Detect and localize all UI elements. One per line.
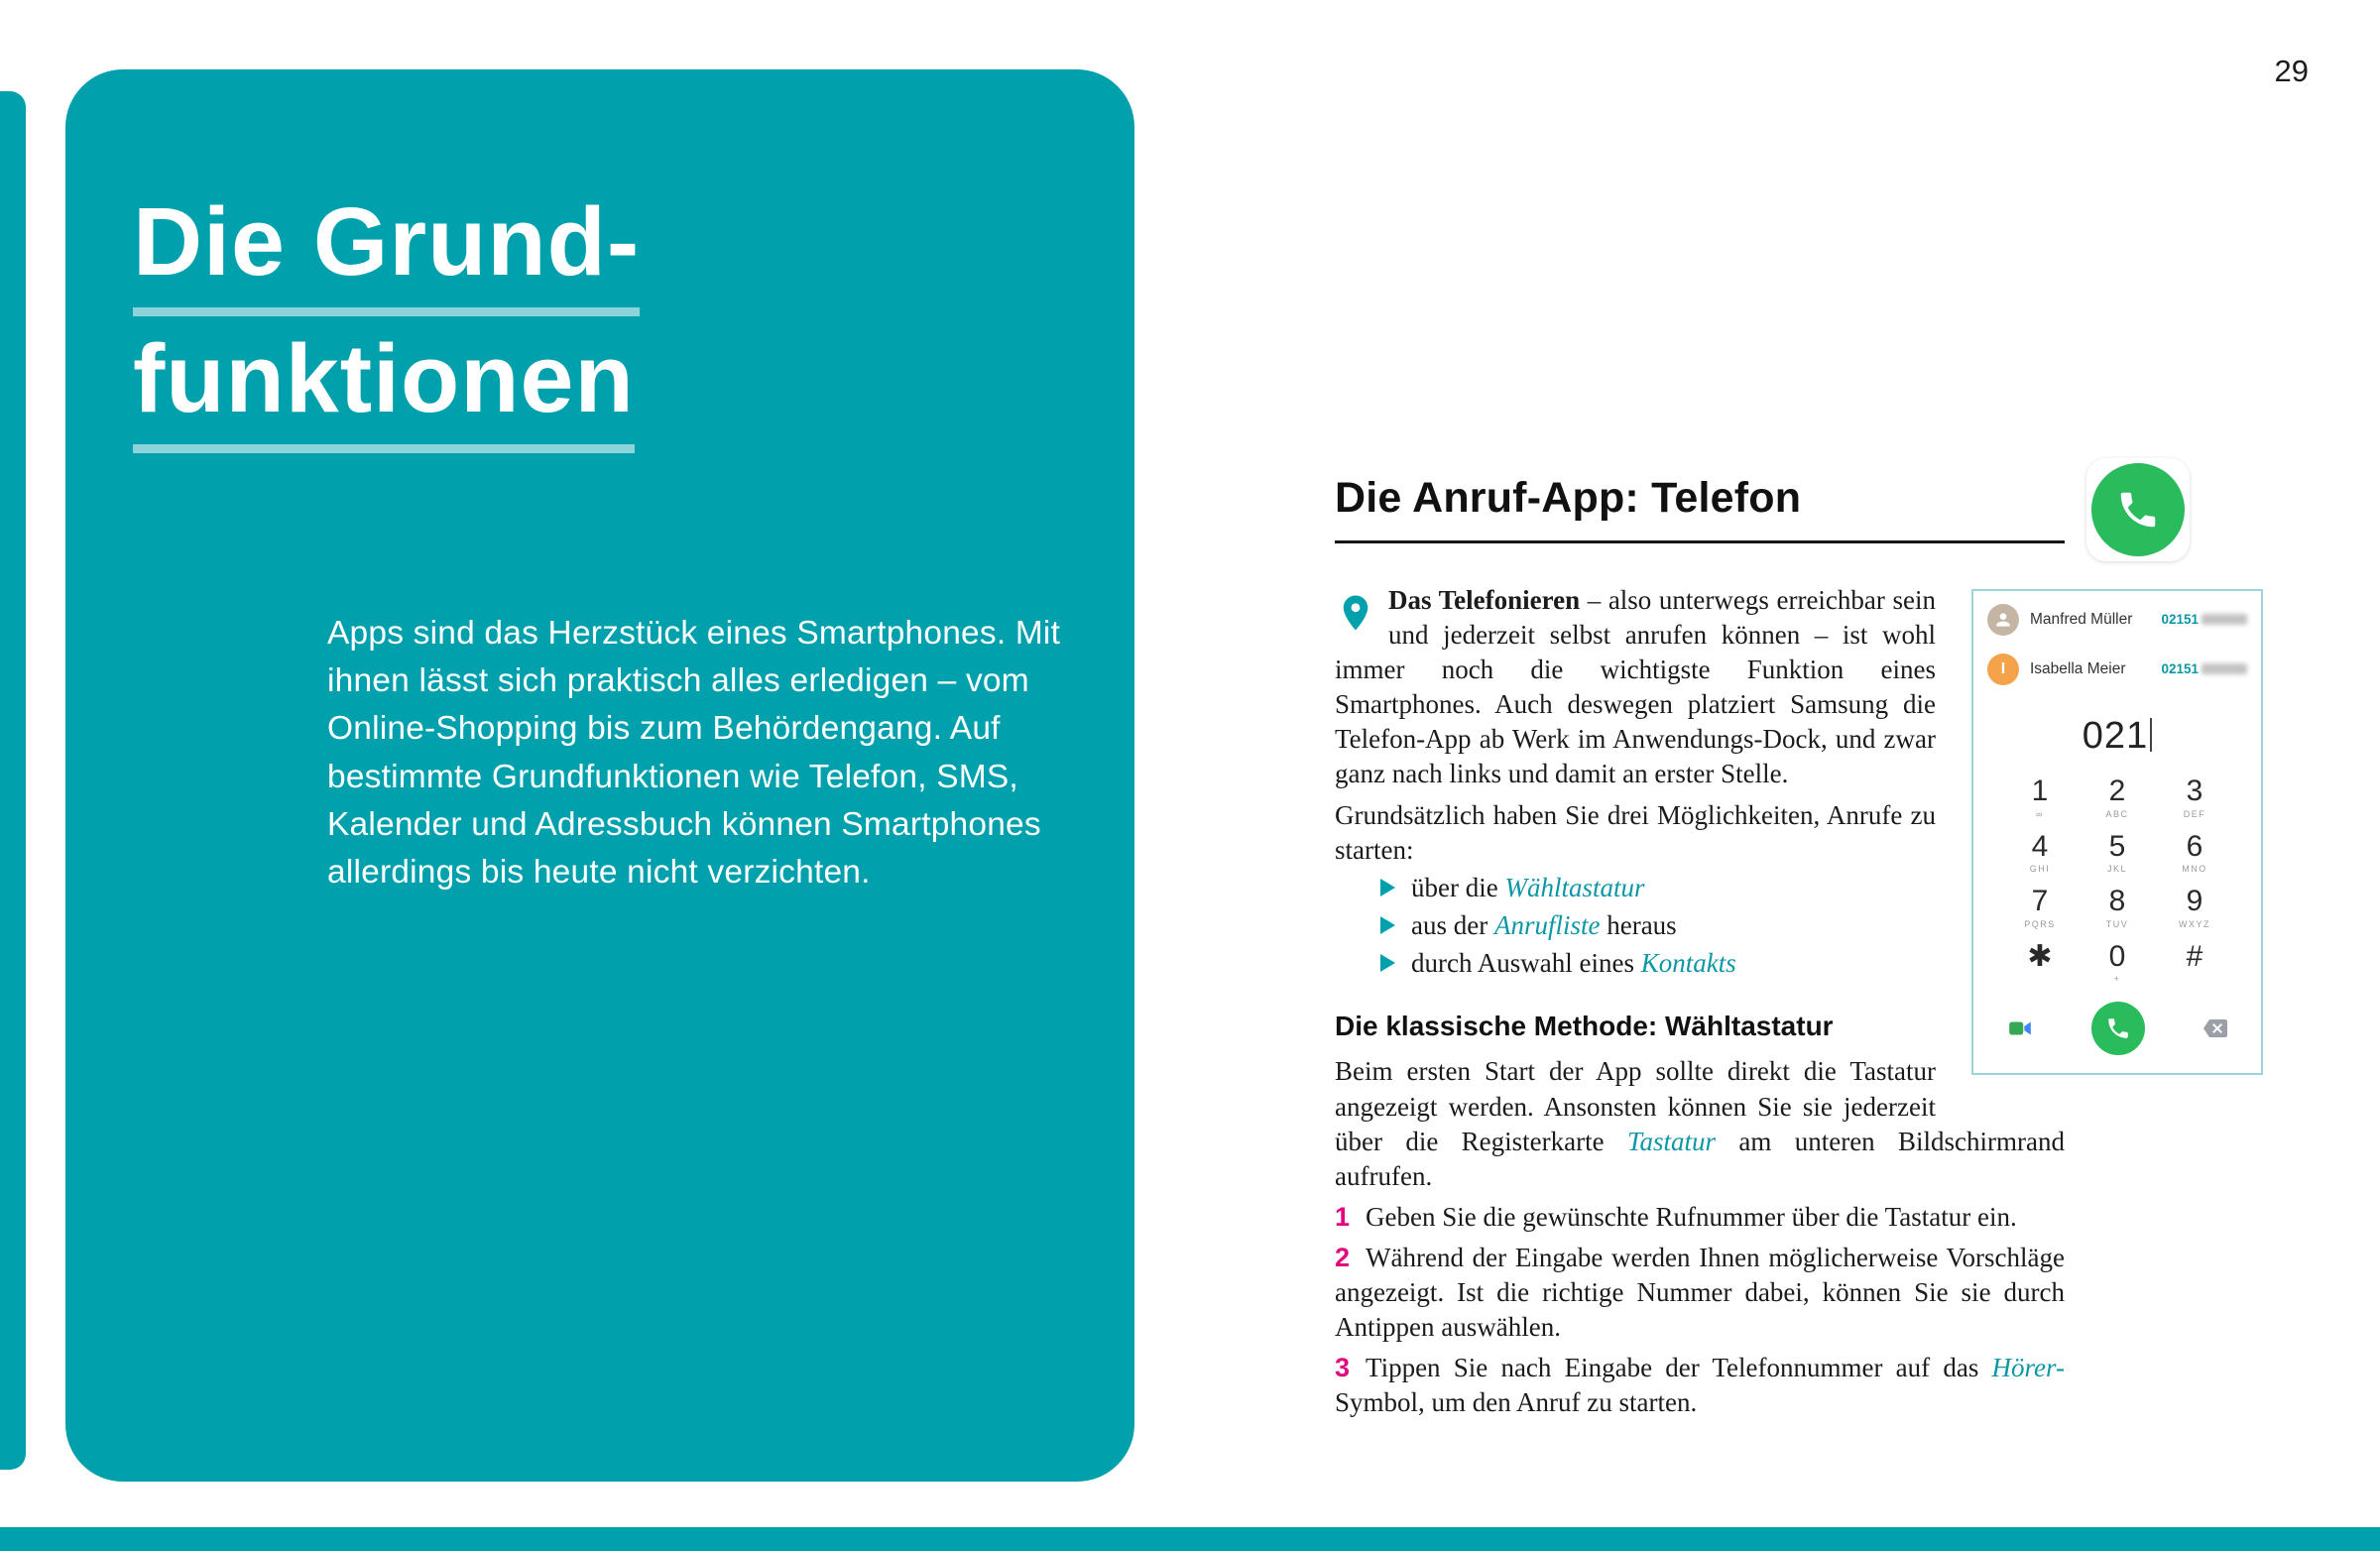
contact-number-prefix: 02151 [2161, 612, 2199, 628]
dialer-action-bar [1973, 990, 2261, 1055]
dialpad-key-4[interactable]: 4 GHI [2029, 829, 2051, 875]
intro-paragraph [1335, 583, 2065, 792]
contact-suggestion-row[interactable] [1973, 595, 2261, 645]
person-icon [1993, 610, 2013, 630]
contact-avatar: I [1987, 654, 2019, 685]
dialpad-key-hash[interactable]: # [2186, 939, 2203, 973]
triangle-right-icon [1380, 916, 1395, 934]
cross-reference: Hörer- [1991, 1353, 2065, 1383]
triangle-right-icon [1380, 879, 1395, 896]
cross-reference: Tastatur [1626, 1126, 1717, 1156]
step-number: 3 [1335, 1353, 1351, 1383]
step-number: 1 [1335, 1201, 1351, 1232]
intro-lead-bold: Das Telefonieren [1388, 585, 1581, 615]
redacted-number [2202, 614, 2247, 625]
bullet-item [1335, 946, 1936, 981]
method-paragraph: Beim ersten Start der App sollte direkt die Tastatur angezeigt werden. Ansonsten können Sie sie jederzeit über die Registerkarte Tastatur am unteren Bildschirmrand aufrufen. [1335, 1056, 2066, 1191]
step-item: 2 Während der Eingabe werden Ihnen möglicherweise Vorschläge angezeigt. Ist die richtige Nummer dabei, können Sie sie durch Antippen auswählen. [1335, 1242, 2065, 1343]
step-item: 1 Geben Sie die gewünschte Rufnummer über die Tastatur ein. [1335, 1201, 2017, 1232]
cross-reference: Wähltastatur [1504, 872, 1645, 902]
article-heading: Die Anruf-App: Telefon [1335, 474, 1802, 522]
contact-number-prefix: 02151 [2161, 661, 2199, 677]
step-item: 3 Tippen Sie nach Eingabe der Telefonnummer auf das Hörer-Symbol, um den Anruf zu starten. [1335, 1353, 2065, 1418]
dialpad-key-5[interactable]: 5 JKL [2106, 829, 2127, 875]
dialpad-key-0[interactable]: 0 + [2108, 939, 2126, 985]
contact-name: Manfred Müller [2030, 610, 2133, 628]
article [1335, 474, 2210, 1426]
phone-handset-icon [2105, 1015, 2131, 1041]
dialpad-key-6[interactable]: 6 MNO [2182, 829, 2207, 875]
contact-suggestion-row[interactable] [1973, 645, 2261, 694]
bullet-item [1335, 908, 1936, 943]
left-page-panel [65, 69, 1134, 1482]
bullet-text: durch Auswahl eines Kontakts [1411, 947, 1736, 978]
call-button[interactable] [2091, 1002, 2145, 1055]
bullet-item [1335, 871, 1936, 905]
cross-reference: Anrufliste [1493, 909, 1601, 940]
phone-handset-icon [2091, 463, 2185, 556]
triangle-right-icon [1380, 954, 1395, 972]
dialpad-key-3[interactable]: 3 DEF [2183, 775, 2206, 819]
page-number: 29 [2274, 54, 2309, 88]
dialpad-key-2[interactable]: 2 ABC [2105, 775, 2129, 819]
options-lead-text: Grundsätzlich haben Sie drei Möglichkeiten, Anrufe zu starten: [1335, 799, 1936, 865]
redacted-number [2202, 663, 2247, 674]
contact-avatar [1987, 604, 2019, 636]
video-call-icon[interactable] [2005, 1015, 2035, 1041]
dialed-number-display[interactable] [1973, 694, 2261, 769]
dialed-number: 021 [2082, 715, 2149, 757]
chapter-title-line1: Die Grund- [133, 193, 640, 316]
bullet-text: über die Wähltastatur [1411, 872, 1645, 902]
phone-dialer-screenshot [1971, 589, 2263, 1075]
heading-rule [1335, 540, 2065, 543]
cross-reference: Kontakts [1640, 947, 1736, 978]
dialpad-key-1[interactable]: 1 ∞ [2031, 775, 2049, 819]
location-pin-icon [1335, 587, 1376, 639]
dialpad-key-9[interactable]: 9 WXYZ [2179, 885, 2210, 929]
bullet-text: aus der Anrufliste heraus [1411, 909, 1677, 940]
previous-page-edge [0, 91, 26, 1470]
contact-number [2161, 611, 2247, 629]
backspace-icon[interactable] [2202, 1016, 2229, 1040]
dialpad-key-star[interactable]: ✱ [2027, 939, 2053, 973]
contact-number [2161, 660, 2247, 678]
contact-name: Isabella Meier [2030, 659, 2126, 677]
phone-app-tile [2086, 458, 2190, 561]
chapter-intro-text: Apps sind das Herzstück eines Smartphones. Mit ihnen lässt sich praktisch alles erledigen – vom Online-Shopping bis zum Behördengang. Auf bestimmte Grundfunktionen wie Telefon, SMS, Kalender und Adressbuch können Smartphones allerdings bis heute nicht verzichten. [327, 615, 1061, 892]
intro-text: – also unterwegs erreichbar sein und jederzeit selbst anrufen können – ist wohl immer noch die wichtigste Funktion eines Smartphones. Auch deswegen platziert Samsung die Telefon-App ab Werk im Anwendungs-Dock, und zwar ganz nach links und damit an erster Stelle. [1335, 585, 1936, 789]
article-body [1335, 583, 2210, 1420]
chapter-title-line2: funktionen [133, 330, 635, 453]
dialpad [1973, 769, 2261, 990]
dialpad-key-8[interactable]: 8 TUV [2105, 885, 2129, 929]
text-cursor [2150, 718, 2152, 752]
dialpad-key-7[interactable]: 7 PQRS [2024, 885, 2056, 929]
section-subheading: Die klassische Methode: Wähltastatur [1335, 1011, 1834, 1042]
step-number: 2 [1335, 1242, 1351, 1272]
bottom-accent-bar [0, 1527, 2380, 1551]
chapter-title [133, 187, 641, 467]
